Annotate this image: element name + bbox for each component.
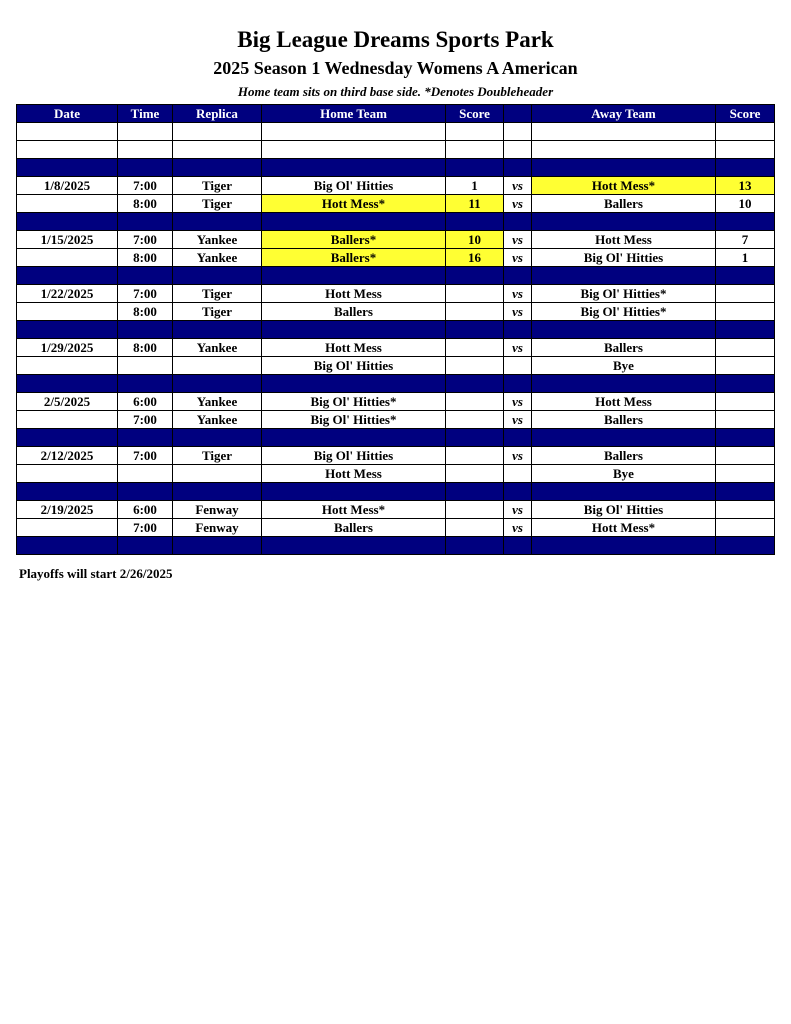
date-cell xyxy=(17,303,118,321)
separator-cell xyxy=(716,429,775,447)
separator-cell xyxy=(118,537,173,555)
col-header-replica: Replica xyxy=(173,105,262,123)
col-header-away-score: Score xyxy=(716,105,775,123)
separator-cell xyxy=(504,483,532,501)
separator-cell xyxy=(17,213,118,231)
date-cell: 2/5/2025 xyxy=(17,393,118,411)
separator-cell xyxy=(262,537,446,555)
home-score-cell xyxy=(446,303,504,321)
replica-cell: Tiger xyxy=(173,447,262,465)
home-team-cell: Big Ol' Hitties xyxy=(262,447,446,465)
vs-cell: vs xyxy=(504,285,532,303)
separator-cell xyxy=(17,267,118,285)
away-score-cell xyxy=(716,339,775,357)
home-score-cell: 16 xyxy=(446,249,504,267)
vs-cell: vs xyxy=(504,249,532,267)
date-cell xyxy=(17,357,118,375)
game-row xyxy=(17,393,775,411)
home-team-cell: Big Ol' Hitties* xyxy=(262,393,446,411)
home-score-cell xyxy=(446,339,504,357)
vs-cell: vs xyxy=(504,231,532,249)
separator-cell xyxy=(716,375,775,393)
separator-cell xyxy=(446,321,504,339)
separator-cell xyxy=(532,213,716,231)
separator-row xyxy=(17,267,775,285)
time-cell: 7:00 xyxy=(118,519,173,537)
blank-cell xyxy=(504,141,532,159)
home-team-cell: Big Ol' Hitties xyxy=(262,177,446,195)
separator-cell xyxy=(532,483,716,501)
away-team-cell: Bye xyxy=(532,465,716,483)
date-cell xyxy=(17,195,118,213)
away-team-cell: Ballers xyxy=(532,447,716,465)
away-score-cell: 13 xyxy=(716,177,775,195)
page-title: Big League Dreams Sports Park xyxy=(237,27,554,52)
separator-cell xyxy=(17,321,118,339)
home-team-cell: Ballers xyxy=(262,303,446,321)
away-team-cell: Big Ol' Hitties xyxy=(532,501,716,519)
home-team-cell: Hott Mess xyxy=(262,465,446,483)
separator-cell xyxy=(504,375,532,393)
blank-row xyxy=(17,123,775,141)
vs-cell: vs xyxy=(504,177,532,195)
separator-row xyxy=(17,159,775,177)
time-cell: 7:00 xyxy=(118,231,173,249)
game-row xyxy=(17,519,775,537)
separator-cell xyxy=(118,429,173,447)
vs-cell: vs xyxy=(504,195,532,213)
separator-cell xyxy=(17,429,118,447)
separator-cell xyxy=(118,213,173,231)
replica-cell: Fenway xyxy=(173,501,262,519)
separator-cell xyxy=(504,537,532,555)
separator-cell xyxy=(262,321,446,339)
separator-cell xyxy=(532,429,716,447)
separator-cell xyxy=(532,537,716,555)
separator-cell xyxy=(118,375,173,393)
separator-cell xyxy=(262,429,446,447)
separator-cell xyxy=(17,159,118,177)
replica-cell: Tiger xyxy=(173,303,262,321)
replica-cell: Yankee xyxy=(173,339,262,357)
away-team-cell: Bye xyxy=(532,357,716,375)
away-team-cell: Hott Mess xyxy=(532,393,716,411)
blank-row xyxy=(17,141,775,159)
separator-cell xyxy=(446,537,504,555)
away-team-cell: Ballers xyxy=(532,411,716,429)
col-header-home-score: Score xyxy=(446,105,504,123)
game-row xyxy=(17,339,775,357)
blank-cell xyxy=(446,123,504,141)
separator-cell xyxy=(262,213,446,231)
date-cell xyxy=(17,249,118,267)
away-team-cell: Big Ol' Hitties* xyxy=(532,303,716,321)
separator-cell xyxy=(17,483,118,501)
blank-cell xyxy=(17,141,118,159)
time-cell: 6:00 xyxy=(118,393,173,411)
separator-cell xyxy=(446,213,504,231)
home-team-cell: Hott Mess xyxy=(262,285,446,303)
game-row xyxy=(17,195,775,213)
separator-cell xyxy=(532,159,716,177)
separator-cell xyxy=(504,267,532,285)
separator-cell xyxy=(446,375,504,393)
separator-row xyxy=(17,483,775,501)
separator-row xyxy=(17,429,775,447)
time-cell: 7:00 xyxy=(118,285,173,303)
time-cell: 8:00 xyxy=(118,249,173,267)
away-score-cell xyxy=(716,303,775,321)
home-score-cell xyxy=(446,357,504,375)
blank-cell xyxy=(262,123,446,141)
game-row xyxy=(17,285,775,303)
blank-cell xyxy=(17,123,118,141)
blank-cell xyxy=(532,123,716,141)
blank-cell xyxy=(173,141,262,159)
separator-cell xyxy=(446,483,504,501)
col-header-date: Date xyxy=(17,105,118,123)
separator-cell xyxy=(716,267,775,285)
separator-cell xyxy=(504,429,532,447)
page-subtitle: 2025 Season 1 Wednesday Womens A American xyxy=(213,58,578,78)
time-cell xyxy=(118,357,173,375)
separator-cell xyxy=(173,321,262,339)
home-score-cell: 1 xyxy=(446,177,504,195)
blank-cell xyxy=(446,141,504,159)
home-team-cell: Ballers xyxy=(262,519,446,537)
home-score-cell: 11 xyxy=(446,195,504,213)
time-cell: 8:00 xyxy=(118,195,173,213)
separator-cell xyxy=(173,267,262,285)
time-cell: 7:00 xyxy=(118,411,173,429)
vs-cell: vs xyxy=(504,501,532,519)
blank-cell xyxy=(716,141,775,159)
date-cell: 1/22/2025 xyxy=(17,285,118,303)
date-cell xyxy=(17,411,118,429)
separator-row xyxy=(17,321,775,339)
home-team-cell: Hott Mess* xyxy=(262,501,446,519)
replica-cell: Yankee xyxy=(173,231,262,249)
away-score-cell xyxy=(716,357,775,375)
replica-cell xyxy=(173,357,262,375)
separator-cell xyxy=(173,483,262,501)
separator-cell xyxy=(716,321,775,339)
home-team-cell: Big Ol' Hitties xyxy=(262,357,446,375)
time-cell: 7:00 xyxy=(118,177,173,195)
game-row xyxy=(17,177,775,195)
separator-cell xyxy=(118,483,173,501)
date-cell xyxy=(17,519,118,537)
separator-cell xyxy=(118,267,173,285)
replica-cell: Yankee xyxy=(173,249,262,267)
replica-cell: Yankee xyxy=(173,393,262,411)
schedule-table xyxy=(16,104,775,555)
home-score-cell xyxy=(446,285,504,303)
away-score-cell xyxy=(716,501,775,519)
home-score-cell xyxy=(446,519,504,537)
away-score-cell xyxy=(716,447,775,465)
away-score-cell xyxy=(716,411,775,429)
away-team-cell: Ballers xyxy=(532,195,716,213)
separator-cell xyxy=(262,159,446,177)
separator-cell xyxy=(262,267,446,285)
separator-row xyxy=(17,375,775,393)
vs-cell: vs xyxy=(504,303,532,321)
vs-cell: vs xyxy=(504,339,532,357)
away-team-cell: Hott Mess* xyxy=(532,519,716,537)
replica-cell: Tiger xyxy=(173,285,262,303)
schedule-note: Home team sits on third base side. *Denotes Doubleheader xyxy=(237,84,554,99)
separator-row xyxy=(17,537,775,555)
separator-cell xyxy=(446,267,504,285)
vs-cell: vs xyxy=(504,393,532,411)
home-score-cell xyxy=(446,411,504,429)
away-team-cell: Big Ol' Hitties xyxy=(532,249,716,267)
replica-cell: Tiger xyxy=(173,195,262,213)
separator-cell xyxy=(716,213,775,231)
away-score-cell: 10 xyxy=(716,195,775,213)
header-row xyxy=(17,105,775,123)
separator-cell xyxy=(17,375,118,393)
blank-cell xyxy=(173,123,262,141)
game-row xyxy=(17,249,775,267)
vs-cell xyxy=(504,357,532,375)
away-score-cell xyxy=(716,519,775,537)
game-row xyxy=(17,411,775,429)
home-team-cell: Ballers* xyxy=(262,249,446,267)
separator-cell xyxy=(17,537,118,555)
home-score-cell xyxy=(446,465,504,483)
date-cell xyxy=(17,465,118,483)
col-header-home-team: Home Team xyxy=(262,105,446,123)
separator-cell xyxy=(716,159,775,177)
date-cell: 1/29/2025 xyxy=(17,339,118,357)
col-header-vs xyxy=(504,105,532,123)
home-score-cell xyxy=(446,501,504,519)
separator-cell xyxy=(262,375,446,393)
vs-cell: vs xyxy=(504,411,532,429)
home-score-cell: 10 xyxy=(446,231,504,249)
home-team-cell: Ballers* xyxy=(262,231,446,249)
replica-cell: Yankee xyxy=(173,411,262,429)
game-row xyxy=(17,357,775,375)
away-score-cell xyxy=(716,465,775,483)
blank-cell xyxy=(262,141,446,159)
away-score-cell xyxy=(716,393,775,411)
playoffs-note: Playoffs will start 2/26/2025 xyxy=(19,566,173,581)
separator-cell xyxy=(173,159,262,177)
separator-cell xyxy=(173,375,262,393)
time-cell: 7:00 xyxy=(118,447,173,465)
time-cell: 8:00 xyxy=(118,303,173,321)
date-cell: 1/8/2025 xyxy=(17,177,118,195)
separator-cell xyxy=(173,537,262,555)
replica-cell: Fenway xyxy=(173,519,262,537)
blank-cell xyxy=(716,123,775,141)
blank-cell xyxy=(504,123,532,141)
time-cell: 8:00 xyxy=(118,339,173,357)
away-team-cell: Big Ol' Hitties* xyxy=(532,285,716,303)
game-row xyxy=(17,231,775,249)
home-team-cell: Big Ol' Hitties* xyxy=(262,411,446,429)
away-team-cell: Hott Mess xyxy=(532,231,716,249)
vs-cell xyxy=(504,465,532,483)
separator-cell xyxy=(173,429,262,447)
separator-cell xyxy=(504,213,532,231)
away-score-cell xyxy=(716,285,775,303)
separator-cell xyxy=(504,321,532,339)
away-team-cell: Hott Mess* xyxy=(532,177,716,195)
separator-row xyxy=(17,213,775,231)
home-team-cell: Hott Mess* xyxy=(262,195,446,213)
date-cell: 1/15/2025 xyxy=(17,231,118,249)
col-header-away-team: Away Team xyxy=(532,105,716,123)
date-cell: 2/19/2025 xyxy=(17,501,118,519)
replica-cell xyxy=(173,465,262,483)
blank-cell xyxy=(118,123,173,141)
home-score-cell xyxy=(446,447,504,465)
separator-cell xyxy=(504,159,532,177)
away-team-cell: Ballers xyxy=(532,339,716,357)
time-cell xyxy=(118,465,173,483)
game-row xyxy=(17,501,775,519)
col-header-time: Time xyxy=(118,105,173,123)
home-score-cell xyxy=(446,393,504,411)
replica-cell: Tiger xyxy=(173,177,262,195)
date-cell: 2/12/2025 xyxy=(17,447,118,465)
vs-cell: vs xyxy=(504,519,532,537)
separator-cell xyxy=(532,267,716,285)
game-row xyxy=(17,303,775,321)
away-score-cell: 7 xyxy=(716,231,775,249)
separator-cell xyxy=(532,321,716,339)
separator-cell xyxy=(173,213,262,231)
schedule-body xyxy=(17,123,775,555)
away-score-cell: 1 xyxy=(716,249,775,267)
blank-cell xyxy=(118,141,173,159)
blank-cell xyxy=(532,141,716,159)
separator-cell xyxy=(716,537,775,555)
separator-cell xyxy=(446,429,504,447)
separator-cell xyxy=(262,483,446,501)
separator-cell xyxy=(446,159,504,177)
vs-cell: vs xyxy=(504,447,532,465)
home-team-cell: Hott Mess xyxy=(262,339,446,357)
separator-cell xyxy=(118,159,173,177)
separator-cell xyxy=(532,375,716,393)
game-row xyxy=(17,465,775,483)
separator-cell xyxy=(716,483,775,501)
time-cell: 6:00 xyxy=(118,501,173,519)
separator-cell xyxy=(118,321,173,339)
game-row xyxy=(17,447,775,465)
